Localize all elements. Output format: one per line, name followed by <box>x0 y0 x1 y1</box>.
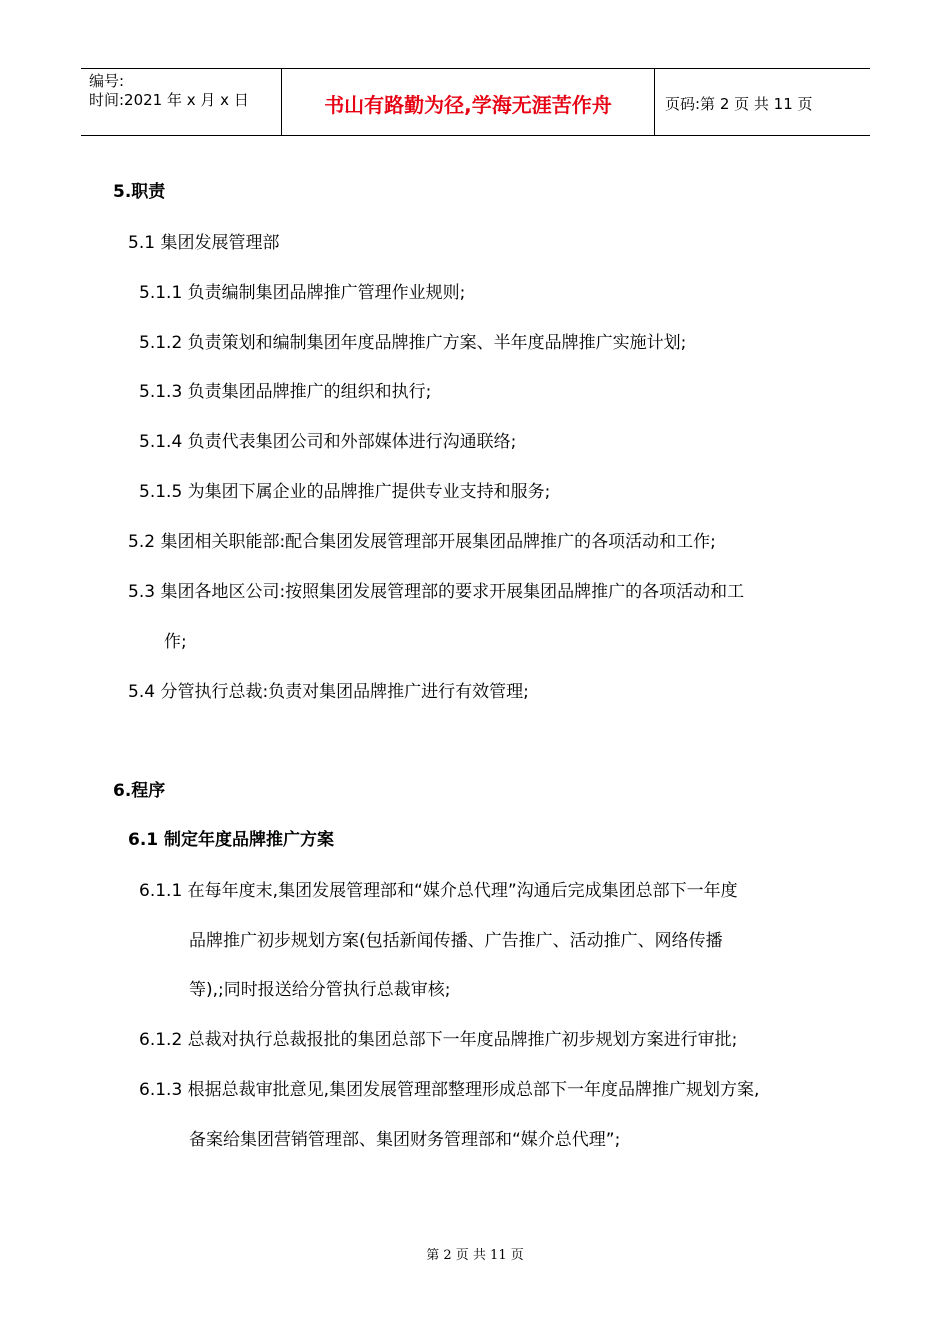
clause-6-1-3: 6.1.3 根据总裁审批意见,集团发展管理部整理形成总部下一年度品牌推广规划方案, <box>139 1080 760 1100</box>
page-header <box>81 68 870 136</box>
document-date: 时间:2021 年 x 月 x 日 <box>89 91 249 109</box>
document-number-label: 编号: <box>89 72 125 90</box>
header-page-cell <box>655 69 870 135</box>
header-motto: 书山有路勤为径,学海无涯苦作舟 <box>324 93 612 117</box>
clause-5-1-4: 5.1.4 负责代表集团公司和外部媒体进行沟通联络; <box>139 432 517 452</box>
clause-6-1-1-continuation-1: 品牌推广初步规划方案(包括新闻传播、广告推广、活动推广、网络传播 <box>189 931 723 951</box>
clause-5-2: 5.2 集团相关职能部:配合集团发展管理部开展集团品牌推广的各项活动和工作; <box>128 532 716 552</box>
clause-6-1-1-continuation-2: 等),;同时报送给分管执行总裁审核; <box>189 980 451 1000</box>
header-motto-cell <box>282 69 655 135</box>
clause-5-1-5: 5.1.5 为集团下属企业的品牌推广提供专业支持和服务; <box>139 482 551 502</box>
clause-6-1: 6.1 制定年度品牌推广方案 <box>128 830 335 850</box>
clause-5-1: 5.1 集团发展管理部 <box>128 233 280 253</box>
section-heading-6: 6.程序 <box>113 781 166 801</box>
clause-5-4: 5.4 分管执行总裁:负责对集团品牌推广进行有效管理; <box>128 682 529 702</box>
clause-5-1-1: 5.1.1 负责编制集团品牌推广管理作业规则; <box>139 283 466 303</box>
clause-5-1-3: 5.1.3 负责集团品牌推广的组织和执行; <box>139 382 432 402</box>
clause-6-1-2: 6.1.2 总裁对执行总裁报批的集团总部下一年度品牌推广初步规划方案进行审批; <box>139 1030 738 1050</box>
clause-5-3: 5.3 集团各地区公司:按照集团发展管理部的要求开展集团品牌推广的各项活动和工 <box>128 582 745 602</box>
clause-6-1-3-continuation: 备案给集团营销管理部、集团财务管理部和“媒介总代理”; <box>189 1130 621 1150</box>
clause-5-3-continuation: 作; <box>164 632 187 652</box>
header-page-number: 页码:第 2 页 共 11 页 <box>665 95 813 113</box>
header-meta-cell <box>81 69 282 135</box>
clause-6-1-1: 6.1.1 在每年度末,集团发展管理部和“媒介总代理”沟通后完成集团总部下一年度 <box>139 881 738 901</box>
page-footer: 第 2 页 共 11 页 <box>426 1248 524 1263</box>
section-heading-5: 5.职责 <box>113 182 166 202</box>
clause-5-1-2: 5.1.2 负责策划和编制集团年度品牌推广方案、半年度品牌推广实施计划; <box>139 333 687 353</box>
